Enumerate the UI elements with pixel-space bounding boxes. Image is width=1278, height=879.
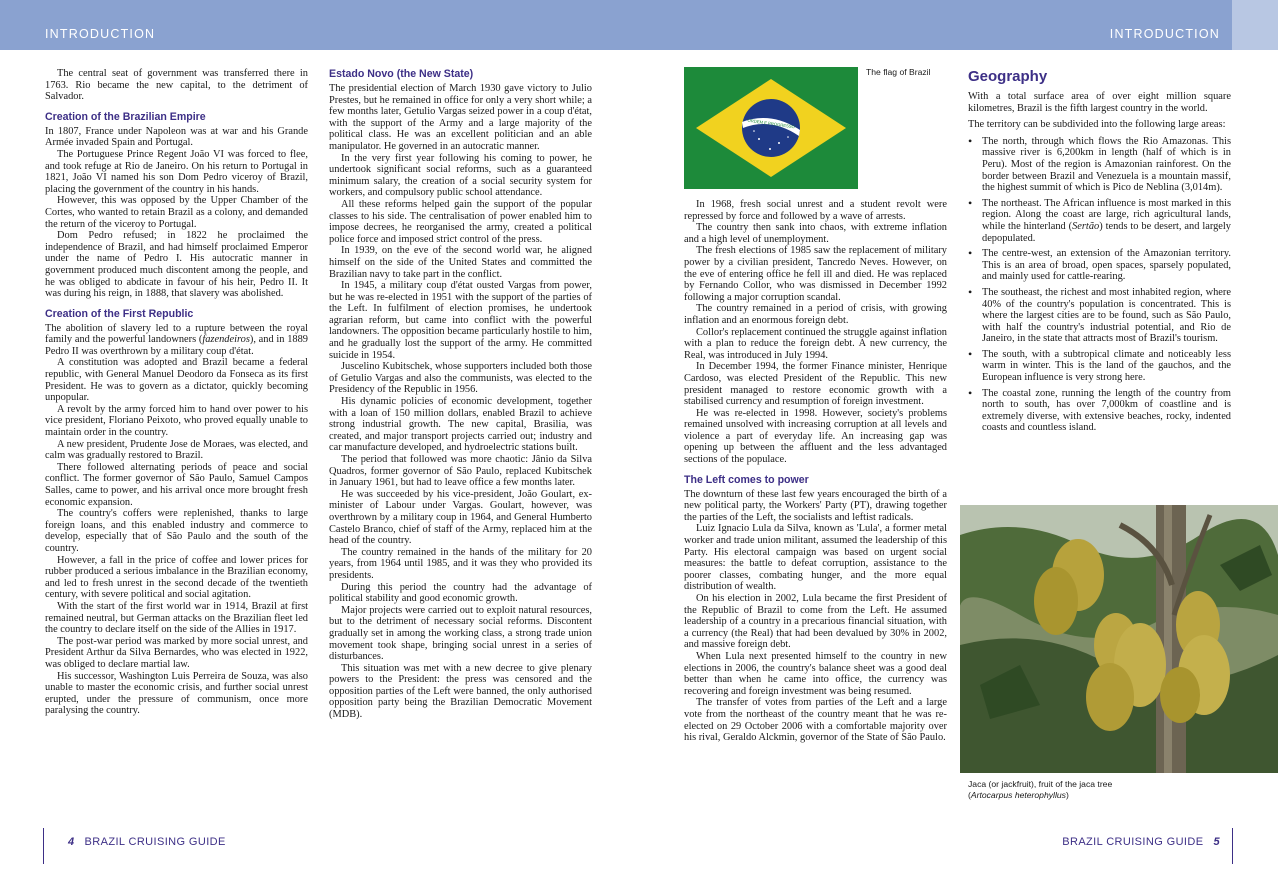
paragraph: The presidential election of March 1930 gave victory to Julio Prestes, but he remained in office for only a very short while; a few months later, Getulio Vargas seized power in a coup d'état, with the support of the Army and a large majority of the political class. He was an excellent politician and an able manipulator. He governed in an autocratic manner. bbox=[329, 83, 592, 152]
paragraph: The country remained in a period of crisis, with growing inflation and an enormous foreign debt. bbox=[684, 303, 947, 326]
paragraph: During this period the country had the advantage of political stability and good economic growth. bbox=[329, 581, 592, 605]
paragraph: This situation was met with a new decree to give plenary powers to the President: the press was censored and the opposition parties of the Left were banned, the only authorised opposition party being the Brazilian Democratic Movement (MDB). bbox=[329, 662, 592, 721]
paragraph: He was re-elected in 1998. However, society's problems remained unsolved with increasing corruption at all levels and violence a part of everyday life. An increasing gap was opening up between the affluent and the less advantaged sections of the populace. bbox=[684, 407, 947, 466]
paragraph: There followed alternating periods of peace and social conflict. The former governor of São Paulo, Samuel Campos Salles, came to power, and his arrival once more brought fresh economic expansion. bbox=[45, 461, 308, 508]
flag-caption: The flag of Brazil bbox=[866, 67, 931, 77]
paragraph: In the very first year following his coming to power, he undertook significant social reforms, such as a guaranteed minimum salary, the creation of a social security system for workers, and compulsory public school attendance. bbox=[329, 152, 592, 199]
paragraph: The transfer of votes from parties of the Left and a large vote from the northeast of the country meant that he was re-elected on 29 October 2006 with a comfortable majority over his rival, Geraldo Alckmin, governor of the State of São Paulo. bbox=[684, 697, 947, 744]
list-item: • The north, through which flows the Rio Amazonas. This massive river is 6,200km in length (half of which is in Peru). Most of the region is Amazonian rainforest. On the border between Brazil and Venezuela is a mountain massif, the highest summit of which is Pico de Neblina (3,014m). bbox=[968, 136, 1231, 194]
header-left-label: INTRODUCTION bbox=[45, 27, 156, 41]
paragraph: The country's coffers were replenished, thanks to large foreign loans, and this enabled industry and commerce to develop, especially that of São Paulo and the south of the country. bbox=[45, 508, 308, 554]
paragraph: The country remained in the hands of the military for 20 years, from 1964 until 1985, and it was they who provided its presidents. bbox=[329, 546, 592, 581]
brazil-flag-graphic bbox=[684, 67, 858, 189]
paragraph: Major projects were carried out to exploit natural resources, but to the detriment of necessary social reforms. Discontent gradually set in among the working class, a strong trade union movement took shape, bringing social unrest in a series of disturbances. bbox=[329, 604, 592, 663]
column-3 bbox=[684, 199, 947, 744]
brazil-flag-image bbox=[684, 67, 858, 189]
paragraph: The period that followed was more chaotic: Jânio da Silva Quadros, former governor of São Paulo, replaced Kubitschek in January 1961, but had to leave office a few months later. bbox=[329, 454, 592, 489]
flag-motto: ORDEM E PROGRESSO bbox=[747, 117, 796, 130]
column-1 bbox=[45, 68, 308, 717]
section-heading-estado-novo: Estado Novo (the New State) bbox=[329, 68, 474, 80]
section-heading-geography: Geography bbox=[968, 68, 1048, 85]
paragraph: On his election in 2002, Lula became the first President of the Republic of Brazil to come from the Left. He assumed leadership of a country in a precarious financial situation, with a currency (the Real) that had been devalued by 30% in 2002, and massive foreign debt. bbox=[684, 593, 947, 651]
footer-title-right: BRAZIL CRUISING GUIDE bbox=[1062, 836, 1204, 848]
paragraph: All these reforms helped gain the support of the popular classes to his side. The centralisation of power enabled him to impose decrees, he reorganised the army, created a political police force and imposed strict control of the press. bbox=[329, 198, 592, 245]
list-item: • The northeast. The African influence is most marked in this region. Along the coast are large, rich agricultural lands, while the hinterland (Sertão) tends to be desert, and largely depopulated. bbox=[968, 198, 1231, 244]
paragraph: With the start of the first world war in 1914, Brazil at first remained neutral, but German attacks on the Brazilian fleet led the country to declare itself on the side of the Allies in 1917. bbox=[45, 600, 308, 636]
page-number-left: 4 bbox=[68, 836, 75, 848]
footer-right bbox=[1062, 836, 1220, 848]
jackfruit-graphic bbox=[960, 505, 1278, 773]
paragraph: The country then sank into chaos, with extreme inflation and a high level of unemployment. bbox=[684, 222, 947, 245]
footer-title-left: BRAZIL CRUISING GUIDE bbox=[84, 836, 226, 848]
paragraph: In 1939, on the eve of the second world war, he aligned himself on the side of the United States and committed the Brazilian navy to take part in the conflict. bbox=[329, 245, 592, 280]
paragraph: In December 1994, the former Finance minister, Henrique Cardoso, was elected President of the Republic. This new president managed to restore economic growth with a stabilised currency and resumption of foreign investment. bbox=[684, 361, 947, 408]
footer-left bbox=[68, 836, 226, 848]
paragraph: Dom Pedro refused; in 1822 he proclaimed the independence of Brazil, and had himself proclaimed Emperor under the name of Pedro I. His autocratic manner in government produced much discontent among the people, and he was obliged to abdicate in favour of his heir, Pedro II. It was during his reign, in 1888, that slavery was abolished. bbox=[45, 230, 308, 300]
page-header bbox=[0, 0, 1278, 50]
paragraph: However, a fall in the price of coffee and lower prices for rubber produced a serious imbalance in the Brazilian economy, and led to fresh unrest in the second decade of the twentieth century, with severe political and social agitation. bbox=[45, 554, 308, 601]
list-item: • The south, with a subtropical climate and noticeably less warm in winter. This is the land of the gauchos, and the European influence is very strong here. bbox=[968, 349, 1231, 384]
list-item: • The coastal zone, running the length of the country from north to south, has over 7,000km of coastline and is extremely diverse, with extensive beaches, rocky, indented coasts and countless island. bbox=[968, 388, 1231, 434]
paragraph: With a total surface area of over eight million square kilometres, Brazil is the fifth largest country in the world. bbox=[968, 91, 1231, 114]
paragraph: The downturn of these last few years encouraged the birth of a new political party, the Workers' Party (PT), drawing together the parties of the Left, the socialists and leftist radicals. bbox=[684, 488, 947, 523]
paragraph: His dynamic policies of economic development, together with a loan of 150 million dollars, enabled Brazil to achieve strong industrial growth. The new capital, Brasilia, was created, and major transport projects carried out; industry and car manufacture developed, and hydroelectric stations built. bbox=[329, 396, 592, 454]
regions-list bbox=[968, 136, 1231, 434]
paragraph: In 1945, a military coup d'état ousted Vargas from power, but he was re-elected in 1951 with the support of the parties of the Left. In fulfilment of election promises, he undertook agrarian reform, but came into conflict with the powerful landowners. The opposition became particularly hostile to him, and he gradually lost the support of the army. He committed suicide in 1954. bbox=[329, 280, 592, 361]
paragraph: The fresh elections of 1985 saw the replacement of military power by a civilian president, Tancredo Neves. However, on the eve of entering office he fell ill and died. He was replaced by Fernando Collor, who was dismissed in December 1992 following a major corruption scandal. bbox=[684, 245, 947, 303]
photo-caption-latin: Artocarpus heterophyllus bbox=[970, 789, 1066, 800]
paragraph: The territory can be subdivided into the following large areas: bbox=[968, 119, 1226, 131]
paragraph: The abolition of slavery led to a rupture between the royal family and the powerful landowners (fazendeiros), and in 1889 Pedro II was overthrown by a military coup d'état. bbox=[45, 322, 308, 357]
paragraph: He was succeeded by his vice-president, João Goulart, ex-minister of Labour under Vargas. Goulart, however, was overthrown by a military coup in 1964, and General Humberto Castelo Branco, chief of staff of the Army, replaced him at the head of the country. bbox=[329, 488, 592, 547]
paragraph: However, this was opposed by the Upper Chamber of the Cortes, who wanted to retain Brazil as a colony, and demanded the return of the viceroy to Portugal. bbox=[45, 195, 308, 230]
section-heading-empire: Creation of the Brazilian Empire bbox=[45, 110, 206, 123]
header-right-label: INTRODUCTION bbox=[1109, 27, 1220, 41]
footer-rule-left bbox=[43, 828, 44, 864]
paragraph: When Lula next presented himself to the country in new elections in 2006, the country's balance sheet was a good deal better than when he came into office, the currency was recovering and foreign investment was being resumed. bbox=[684, 650, 947, 697]
paragraph: A revolt by the army forced him to hand over power to his vice president, Floriano Peixoto, who proved equally unable to maintain order in the country. bbox=[45, 403, 308, 439]
section-heading-republic: Creation of the First Republic bbox=[45, 307, 194, 320]
page-number-right: 5 bbox=[1213, 836, 1220, 848]
jackfruit-photo bbox=[960, 505, 1278, 773]
paragraph: In 1968, fresh social unrest and a student revolt were repressed by force and followed by a wave of arrests. bbox=[684, 199, 947, 222]
section-heading-left: The Left comes to power bbox=[684, 473, 809, 486]
paragraph: The central seat of government was transferred there in 1763. Rio became the new capital, to the detriment of Salvador. bbox=[45, 68, 308, 103]
paragraph: In 1807, France under Napoleon was at war and his Grande Armée invaded Spain and Portugal. bbox=[45, 125, 308, 149]
header-tab bbox=[1232, 0, 1278, 50]
paragraph: Luiz Ignacio Lula da Silva, known as 'Lula', a former metal worker and trade union militant, assumed the leadership of this Party. His electoral campaign was based on urgent social measures: the battle to defeat corruption, assistance to the poorer classes, combating hunger, and the more equal distribution of wealth. bbox=[684, 523, 947, 593]
column-2 bbox=[329, 68, 592, 721]
paragraph: Juscelino Kubitschek, whose supporters included both those of Getulio Vargas and also the communists, was elected to the Presidency of the Republic in 1956. bbox=[329, 361, 592, 396]
paragraph: A constitution was adopted and Brazil became a federal republic, with General Manuel Deodoro da Fonseca as its first President. He was to govern as a dictator, quickly becoming unpopular. bbox=[45, 357, 308, 404]
paragraph: A new president, Prudente Jose de Moraes, was elected, and calm was gradually restored to Brazil. bbox=[45, 438, 308, 462]
footer-rule-right bbox=[1232, 828, 1233, 864]
list-item: • The centre-west, an extension of the Amazonian territory. This is an area of broad, open spaces, sparsely populated, and mainly used for cattle-rearing. bbox=[968, 248, 1231, 283]
photo-caption: Jaca (or jackfruit), fruit of the jaca tree (Artocarpus heterophyllus) bbox=[968, 779, 1113, 800]
list-item: • The southeast, the richest and most inhabited region, where 40% of the country's population is concentrated. This is where the largest cities are to be found, such as São Paulo, with half the country's industrial potential, and Rio de Janeiro, in the state that attracts most of Brazil's tourism. bbox=[968, 287, 1231, 345]
paragraph: His successor, Washington Luis Perreira de Souza, was also unable to master the economic crisis, and further social unrest erupted, under the pressure of communism, once more paralysing the country. bbox=[45, 670, 308, 717]
paragraph: The Portuguese Prince Regent João VI was forced to flee, and took refuge at Rio de Janeiro. On his return to Portugal in 1821, João VI named his son Dom Pedro viceroy of Brazil, placing the government of the country in his hands. bbox=[45, 148, 308, 195]
photo-caption-text: Jaca (or jackfruit), fruit of the jaca tree bbox=[968, 779, 1113, 789]
column-4 bbox=[968, 68, 1231, 438]
paragraph: The post-war period was marked by more social unrest, and President Arthur da Silva Bernardes, who was elected in 1922, was obliged to declare martial law. bbox=[45, 635, 308, 670]
paragraph: Collor's replacement continued the struggle against inflation with a plan to reduce the foreign debt. A new currency, the Real, was introduced in July 1994. bbox=[684, 326, 947, 361]
